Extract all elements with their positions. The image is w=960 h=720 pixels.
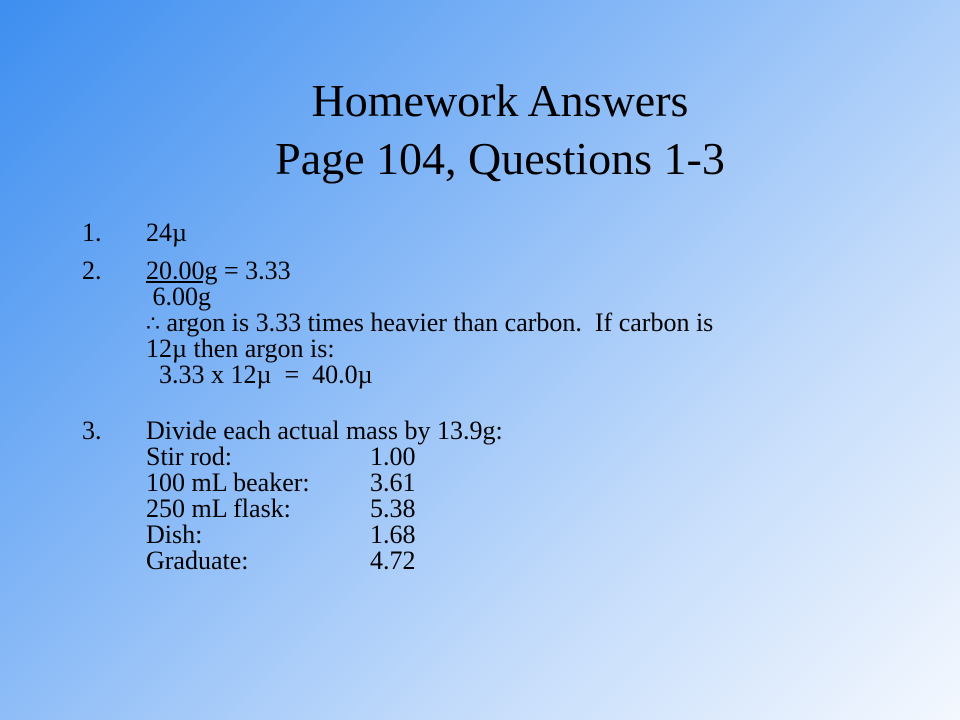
row-label: Graduate: <box>146 546 249 575</box>
intro-text: Divide each actual mass by 13.9g: <box>146 416 503 445</box>
fraction-result: = 3.33 <box>217 256 291 285</box>
item-number: 2. <box>82 256 102 285</box>
calculation-line: 3.33 x 12µ = 40.0µ <box>146 360 373 389</box>
ratio-row <box>146 470 503 496</box>
therefore-symbol: ∴ <box>146 312 160 337</box>
conclusion-text: argon is 3.33 times heavier than carbon. If carbon is <box>160 308 714 337</box>
item-number: 1. <box>82 218 102 247</box>
fraction-line <box>146 258 713 284</box>
row-label: 100 mL beaker: <box>146 468 310 497</box>
row-label: Stir rod: <box>146 442 232 471</box>
conclusion-line <box>146 310 713 336</box>
argon-line: 12µ then argon is: <box>146 334 335 363</box>
row-value: 1.00 <box>370 442 416 471</box>
title-line-2: Page 104, Questions 1-3 <box>275 133 725 184</box>
fraction-denominator: 6.00g <box>146 282 211 311</box>
ratio-row <box>146 496 503 522</box>
ratio-row <box>146 444 503 470</box>
row-value: 4.72 <box>370 546 416 575</box>
row-value: 3.61 <box>370 468 416 497</box>
row-label: 250 mL flask: <box>146 494 291 523</box>
ratio-row <box>146 522 503 548</box>
ratio-row <box>146 548 503 574</box>
row-value: 5.38 <box>370 494 416 523</box>
item-number: 3. <box>82 416 102 445</box>
title-line-1: Homework Answers <box>311 75 689 126</box>
fraction-numerator: 20.00g <box>146 256 218 285</box>
row-value: 1.68 <box>370 520 416 549</box>
row-label: Dish: <box>146 520 203 549</box>
answer-text: 24µ <box>146 218 187 247</box>
